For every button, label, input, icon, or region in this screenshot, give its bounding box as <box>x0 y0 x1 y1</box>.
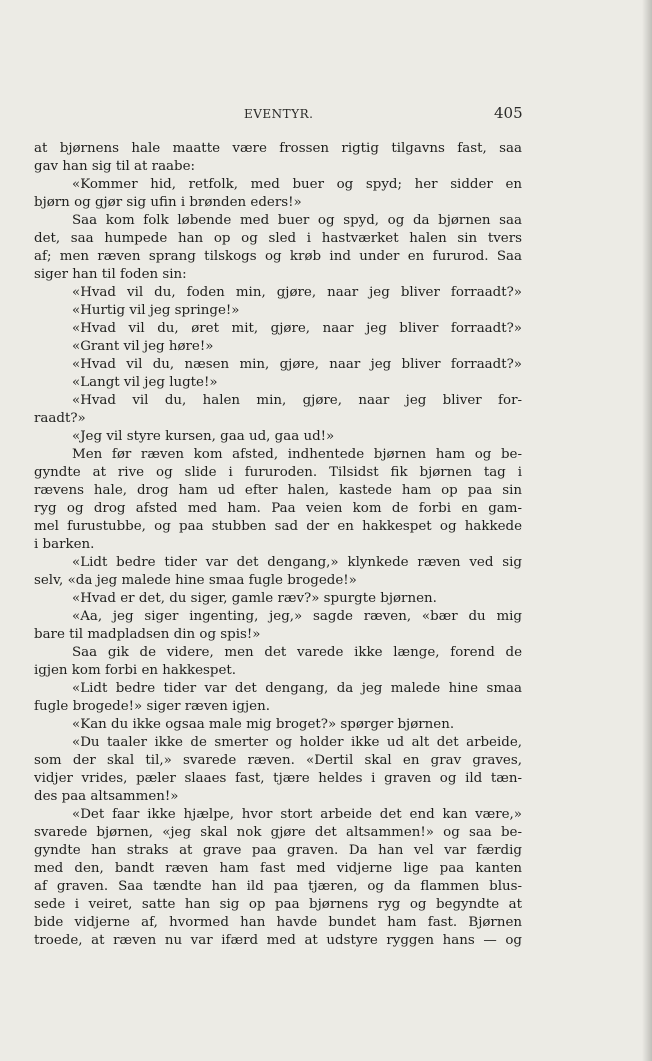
text-line: «Det faar ikke hjælpe, hvor stort arbeide det end kan være,» <box>72 807 522 822</box>
text-line: «Du taaler ikke de smerter og holder ikke ud alt det arbeide, <box>72 735 522 750</box>
text-line: af; men ræven sprang tilskogs og krøb ind under en fururod. Saa <box>34 249 522 264</box>
text-line: «Kan du ikke ogsaa male mig broget?» spørger bjørnen. <box>72 717 455 732</box>
text-line: gav han sig til at raabe: <box>34 159 196 174</box>
text-line: «Kommer hid, retfolk, med buer og spyd; her sidder en <box>72 177 522 192</box>
text-line: at bjørnens hale maatte være frossen rigtig tilgavns fast, saa <box>34 141 522 156</box>
running-title: EVENTYR. <box>244 107 314 121</box>
text-line: «Hurtig vil jeg springe!» <box>72 303 240 318</box>
text-line: «Hvad vil du, næsen min, gjøre, naar jeg bliver forraadt?» <box>72 357 522 372</box>
text-line: rævens hale, drog ham ud efter halen, kastede ham op paa sin <box>34 483 522 498</box>
text-line: Saa kom folk løbende med buer og spyd, og da bjørnen saa <box>72 213 522 228</box>
text-line: bjørn og gjør sig ufin i brønden eders!» <box>34 195 302 210</box>
text-line: ryg og drog afsted med ham. Paa veien kom de forbi en gam- <box>34 501 522 516</box>
text-line: Men før ræven kom afsted, indhentede bjørnen ham og be- <box>72 447 522 462</box>
text-line: sede i veiret, satte han sig op paa bjørnens ryg og begyndte at <box>34 897 522 912</box>
text-line: gyndte at rive og slide i fururoden. Tilsidst fik bjørnen tag i <box>34 465 522 480</box>
page-number: 405 <box>494 104 523 122</box>
text-line: raadt?» <box>34 411 86 426</box>
body-text <box>34 140 522 950</box>
text-line: «Langt vil jeg lugte!» <box>72 375 218 390</box>
text-line: det, saa humpede han op og sled i hastværket halen sin tvers <box>34 231 522 246</box>
text-line: selv, «da jeg malede hine smaa fugle brogede!» <box>34 573 357 588</box>
page-edge-shadow <box>642 0 652 1061</box>
text-line: af graven. Saa tændte han ild paa tjæren, og da flammen blus- <box>34 879 522 894</box>
running-header <box>0 104 652 126</box>
text-line: svarede bjørnen, «jeg skal nok gjøre det altsammen!» og saa be- <box>34 825 522 840</box>
text-line: vidjer vrides, pæler slaaes fast, tjære heldes i graven og ild tæn- <box>34 771 522 786</box>
text-line: «Lidt bedre tider var det dengang, da jeg malede hine smaa <box>72 681 522 696</box>
text-line: gyndte han straks at grave paa graven. Da han vel var færdig <box>34 843 522 858</box>
text-line: mel furustubbe, og paa stubben sad der en hakkespet og hakkede <box>34 519 522 534</box>
text-line: bare til madpladsen din og spis!» <box>34 627 261 642</box>
text-line: som der skal til,» svarede ræven. «Dertil skal en grav graves, <box>34 753 522 768</box>
text-line: siger han til foden sin: <box>34 267 187 282</box>
text-line: fugle brogede!» siger ræven igjen. <box>34 699 270 714</box>
text-line: «Hvad vil du, foden min, gjøre, naar jeg bliver forraadt?» <box>72 285 522 300</box>
text-line: i barken. <box>34 537 95 552</box>
text-line: «Grant vil jeg høre!» <box>72 339 214 354</box>
text-line: «Hvad er det, du siger, gamle ræv?» spurgte bjørnen. <box>72 591 437 606</box>
text-line: «Hvad vil du, halen min, gjøre, naar jeg bliver for- <box>72 393 522 408</box>
text-line: troede, at ræven nu var ifærd med at udstyre ryggen hans — og <box>34 933 522 948</box>
text-line: igjen kom forbi en hakkespet. <box>34 663 237 678</box>
text-line: med den, bandt ræven ham fast med vidjerne lige paa kanten <box>34 861 522 876</box>
text-line: des paa altsammen!» <box>34 789 179 804</box>
text-line: «Hvad vil du, øret mit, gjøre, naar jeg bliver forraadt?» <box>72 321 522 336</box>
text-line: «Lidt bedre tider var det dengang,» klynkede ræven ved sig <box>72 555 522 570</box>
text-line: «Aa, jeg siger ingenting, jeg,» sagde ræven, «bær du mig <box>72 609 522 624</box>
text-line: Saa gik de videre, men det varede ikke længe, forend de <box>72 645 522 660</box>
text-line: «Jeg vil styre kursen, gaa ud, gaa ud!» <box>72 429 335 444</box>
text-line: bide vidjerne af, hvormed han havde bundet ham fast. Bjørnen <box>34 915 522 930</box>
